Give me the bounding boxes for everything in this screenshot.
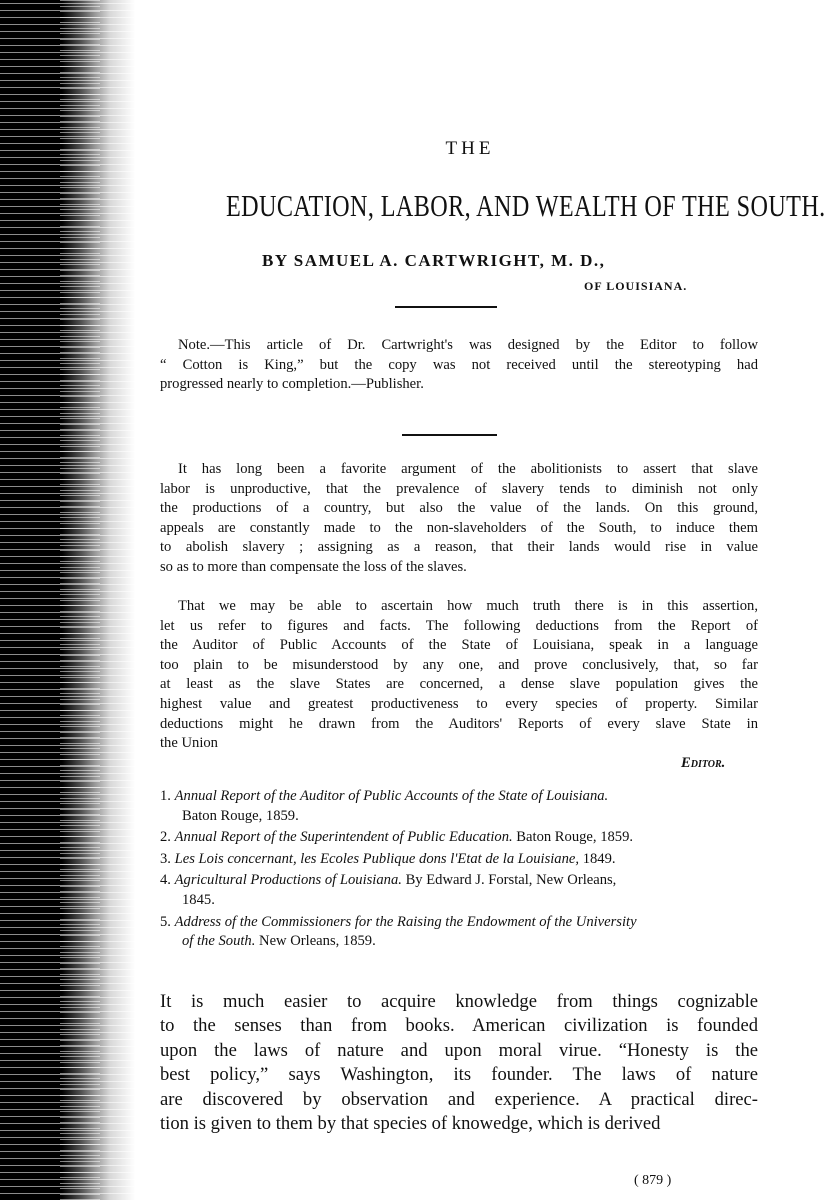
- divider-rule: [395, 306, 497, 308]
- reference-item: [160, 871, 758, 910]
- scanned-binding-texture: [60, 0, 100, 1200]
- text-line: too plain to be misunderstood by any one, and prove conclusively, that, so far: [160, 656, 758, 673]
- reference-number: 2.: [160, 829, 171, 846]
- text-line: That we may be able to ascertain how much truth there is in this assertion,: [178, 598, 758, 614]
- author-location: OF LOUISIANA.: [584, 279, 688, 293]
- reference-details: Baton Rouge, 1859.: [182, 807, 299, 824]
- page-number: ( 879 ): [634, 1173, 672, 1188]
- text-line: upon the laws of nature and upon moral virue. “Honesty is the: [160, 1039, 758, 1061]
- reference-title: Les Lois concernant, les Ecoles Publique dons l'Etat de la Louisiane,: [174, 850, 580, 867]
- text-line: to the senses than from books. American civilization is founded: [160, 1015, 758, 1037]
- text-line: are discovered by observation and experience. A practical direc-: [160, 1088, 758, 1110]
- reference-details: 1849.: [582, 850, 616, 867]
- reference-number: 1.: [160, 788, 171, 804]
- reference-number: 3.: [160, 850, 171, 867]
- divider-rule: [402, 434, 497, 436]
- title-the: THE: [445, 138, 495, 159]
- reference-title: of the South.: [182, 933, 256, 950]
- text-line: let us refer to figures and facts. The following deductions from the Report of: [160, 617, 758, 634]
- body-paragraph: [160, 990, 758, 1136]
- text-line: progressed nearly to completion.—Publisher.: [160, 376, 424, 393]
- text-line: It is much easier to acquire knowledge from things cognizable: [160, 991, 758, 1012]
- text-line: at least as the slave States are concerned, a dense slave population gives the: [160, 676, 758, 693]
- text-line: tion is given to them by that species of knowedge, which is derived: [160, 1112, 661, 1134]
- text-line: highest value and greatest productiveness to every species of property. Similar: [160, 695, 758, 712]
- text-line: so as to more than compensate the loss of the slaves.: [160, 558, 467, 575]
- reference-details: Baton Rouge, 1859.: [516, 829, 634, 846]
- text-line: appeals are constantly made to the non-slaveholders of the South, to induce them: [160, 519, 758, 536]
- text-line: to abolish slavery ; assigning as a reason, that their lands would rise in value: [160, 539, 758, 556]
- text-line: Note.—This article of Dr. Cartwright's was designed by the Editor to follow: [178, 337, 758, 353]
- reference-title: Agricultural Productions of Louisiana.: [174, 872, 402, 889]
- author-byline: BY SAMUEL A. CARTWRIGHT, M. D.,: [262, 251, 606, 270]
- editorial-paragraph-2: [160, 597, 758, 754]
- reference-details: By Edward J. Forstal, New Orleans,: [405, 872, 617, 889]
- reference-title: Address of the Commissioners for the Raising the Endowment of the University: [174, 913, 637, 930]
- article-title: EDUCATION, LABOR, AND WEALTH OF THE SOUTH.: [226, 188, 826, 223]
- text-line: the productions of a country, but also the value of the lands. On this ground,: [160, 500, 758, 517]
- reference-item: [160, 913, 758, 952]
- reference-details: New Orleans, 1859.: [259, 933, 376, 950]
- reference-number: 5.: [160, 913, 171, 930]
- reference-title: Annual Report of the Superintendent of Public Education.: [174, 829, 513, 846]
- text-line: the Union: [160, 735, 218, 752]
- reference-list: [160, 787, 758, 954]
- publisher-note: [160, 336, 758, 395]
- reference-title: Annual Report of the Auditor of Public Accounts of the State of Louisiana.: [174, 788, 609, 804]
- editor-signature: Editor.: [681, 755, 726, 771]
- reference-number: 4.: [160, 872, 171, 889]
- reference-item: [160, 787, 758, 826]
- editorial-paragraph-1: [160, 460, 758, 578]
- text-line: “ Cotton is King,” but the copy was not received until the stereotyping had: [160, 356, 758, 373]
- text-line: It has long been a favorite argument of the abolitionists to assert that slave: [178, 461, 758, 477]
- text-line: labor is unproductive, that the prevalence of slavery tends to diminish not only: [160, 480, 758, 497]
- reference-details: 1845.: [182, 891, 215, 908]
- text-line: deductions might he drawn from the Auditors' Reports of every slave State in: [160, 715, 758, 732]
- reference-item: [160, 828, 758, 848]
- text-line: the Auditor of Public Accounts of the State of Louisiana, speak in a language: [160, 637, 758, 654]
- reference-item: [160, 850, 758, 870]
- text-line: best policy,” says Washington, its founder. The laws of nature: [160, 1064, 758, 1086]
